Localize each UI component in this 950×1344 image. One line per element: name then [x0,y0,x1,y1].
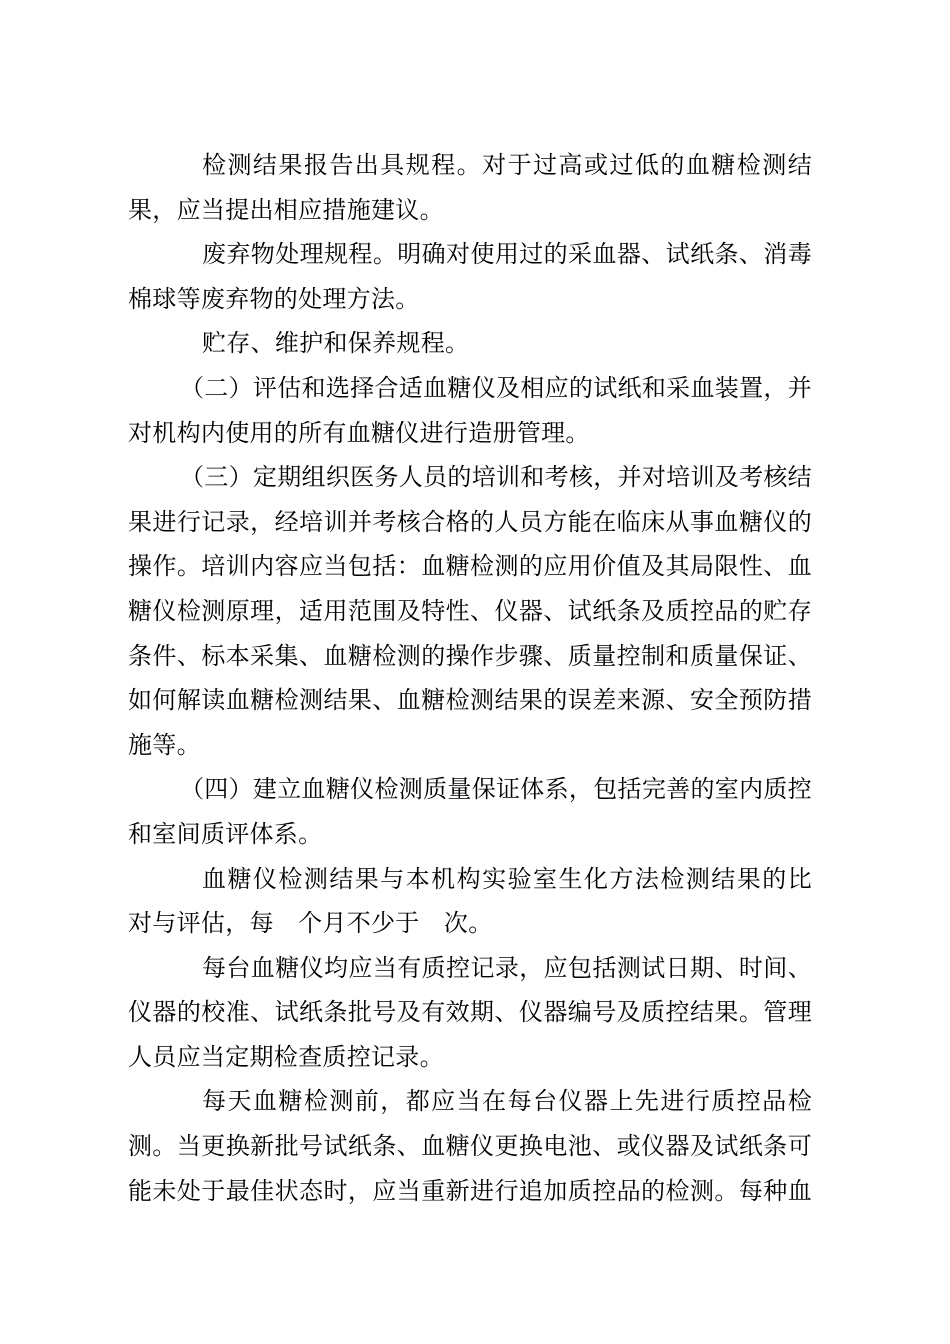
text-line: 糖仪检测原理，适用范围及特性、仪器、试纸条及质控品的贮存 [128,596,812,625]
paragraph-storage-procedure [128,321,812,366]
text-line: 检测结果报告出具规程。对于过高或过低的血糖检测结 [202,151,812,179]
text-line: 血糖仪检测结果与本机构实验室生化方法检测结果的比 [202,864,812,893]
text-line: 对与评估，每 个月不少于 次。 [128,909,493,938]
paragraph-item-4 [128,767,812,856]
paragraph-comparison [128,857,812,946]
text-line: 测。当更换新批号试纸条、血糖仪更换电池、或仪器及试纸条可 [128,1132,812,1161]
text-line: 贮存、维护和保养规程。 [202,329,470,358]
text-line: 果进行记录，经培训并考核合格的人员方能在临床从事血糖仪的 [128,507,812,536]
text-line: （二）评估和选择合适血糖仪及相应的试纸和采血装置，并 [180,373,812,402]
text-line: （三）定期组织医务人员的培训和考核，并对培训及考核结 [180,463,812,492]
paragraph-daily-qc [128,1079,812,1213]
text-line: 施等。 [128,730,201,759]
text-line: 如何解读血糖检测结果、血糖检测结果的误差来源、安全预防措 [128,686,812,715]
paragraph-waste-procedure [128,232,812,321]
text-line: 人员应当定期检查质控记录。 [128,1042,444,1071]
text-line: 废弃物处理规程。明确对使用过的采血器、试纸条、消毒 [202,240,812,269]
paragraph-item-3 [128,455,812,767]
paragraph-item-2 [128,366,812,455]
text-line: （四）建立血糖仪检测质量保证体系，包括完善的室内质控 [180,775,812,804]
text-line: 能未处于最佳状态时，应当重新进行追加质控品的检测。每种血 [128,1176,812,1205]
text-line: 操作。培训内容应当包括：血糖检测的应用价值及其局限性、血 [128,552,812,581]
text-line: 条件、标本采集、血糖检测的操作步骤、质量控制和质量保证、 [128,641,812,670]
text-line: 和室间质评体系。 [128,819,323,848]
text-line: 每天血糖检测前，都应当在每台仪器上先进行质控品检 [202,1087,812,1116]
text-line: 仪器的校准、试纸条批号及有效期、仪器编号及质控结果。管理 [128,998,812,1027]
text-line: 棉球等废弃物的处理方法。 [128,284,420,313]
paragraph-report-procedure [128,143,812,232]
text-line: 果，应当提出相应措施建议。 [128,195,444,224]
document-body [128,143,812,1213]
paragraph-qc-records [128,946,812,1080]
text-line: 对机构内使用的所有血糖仪进行造册管理。 [128,418,590,447]
text-line: 每台血糖仪均应当有质控记录，应包括测试日期、时间、 [202,953,812,982]
